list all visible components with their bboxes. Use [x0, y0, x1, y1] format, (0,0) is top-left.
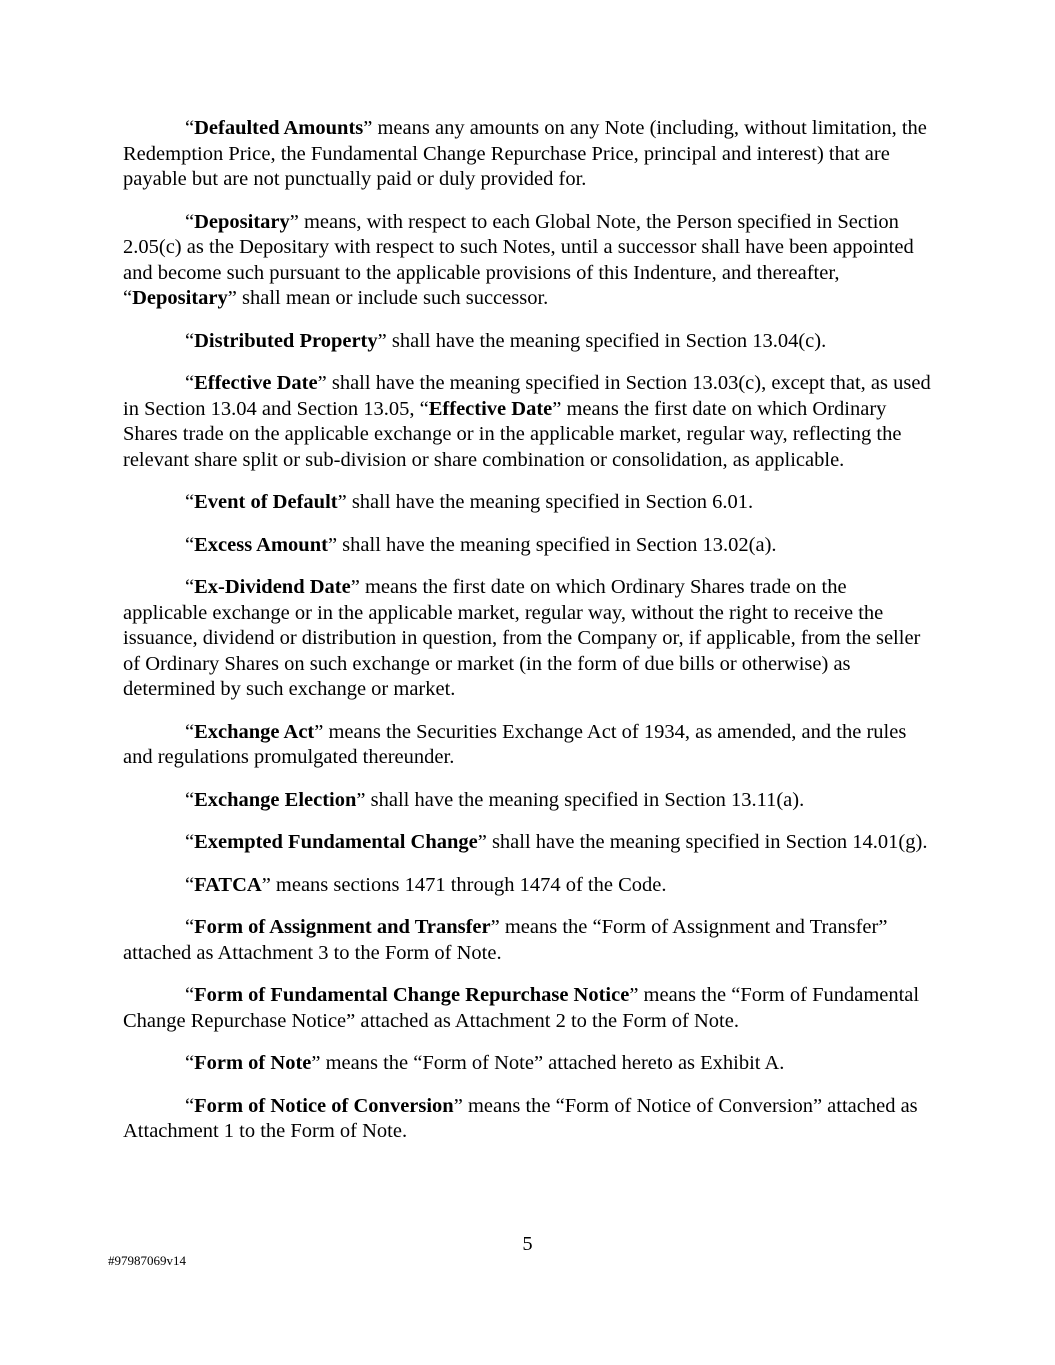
- document-body: [123, 116, 931, 1162]
- paragraph-text: “: [185, 984, 195, 1006]
- defined-term: FATCA: [194, 873, 262, 896]
- paragraph: [123, 533, 931, 559]
- paragraph-text: ” means the first date on which Ordinary Shares trade on the applicable exchange or in the applicable market, regular way, reflecting the relevant share split or sub-division or share combination or consolidation, as applicable.: [123, 397, 902, 471]
- document-id: #97987069v14: [108, 1253, 186, 1268]
- paragraph-text: “: [185, 720, 195, 743]
- paragraph-text: ” means the Securities Exchange Act of 1934, as amended, and the rules and regulations promulgated thereunder.: [123, 720, 907, 768]
- paragraph-text: “: [185, 576, 195, 598]
- paragraph: [123, 915, 931, 966]
- defined-term: Effective Date: [428, 397, 553, 420]
- paragraph-text: “: [185, 533, 195, 556]
- paragraph: [123, 490, 931, 516]
- paragraph: [123, 873, 931, 899]
- defined-term: Depositary: [194, 210, 290, 233]
- paragraph: [123, 329, 931, 355]
- paragraph-text: “: [185, 1094, 195, 1117]
- paragraph-text: “: [185, 916, 195, 938]
- paragraph-text: ” shall have the meaning specified in Section 6.01.: [337, 491, 754, 513]
- defined-term: Event of Default: [194, 491, 338, 513]
- paragraph: [123, 575, 931, 703]
- paragraph: [123, 210, 931, 312]
- paragraph: [123, 371, 931, 473]
- defined-term: Ex-Dividend Date: [194, 576, 351, 598]
- paragraph: [123, 983, 931, 1034]
- defined-term: Exchange Election: [194, 788, 357, 811]
- paragraph-text: ” shall have the meaning specified in Section 13.11(a).: [356, 788, 805, 811]
- defined-term: Distributed Property: [194, 329, 378, 352]
- defined-term: Form of Assignment and Transfer: [194, 916, 491, 938]
- paragraph-text: “: [185, 372, 195, 394]
- defined-term: Form of Fundamental Change Repurchase Notice: [194, 984, 630, 1006]
- paragraph-text: ” means the “Form of Notice of Conversion” attached as Attachment 1 to the Form of Note.: [123, 1094, 918, 1142]
- paragraph-text: ” means the “Form of Fundamental Change Repurchase Notice” attached as Attachment 2 to the Form of Note.: [123, 984, 920, 1032]
- paragraph-text: ” shall mean or include such successor.: [227, 287, 549, 309]
- paragraph-text: “: [185, 491, 195, 513]
- paragraph-text: “: [185, 329, 195, 352]
- defined-term: Effective Date: [194, 372, 318, 394]
- paragraph-text: ” means the first date on which Ordinary Shares trade on the applicable exchange or in the applicable market, regular way, without the right to receive the issuance, dividend or distribution in question, from the Company or, if applicable, from the seller of Ordinary Shares on such exchange or market (in the form of due bills or otherwise) as determined by such exchange or market.: [123, 576, 921, 700]
- paragraph-text: “: [185, 873, 195, 896]
- paragraph-text: ” shall have the meaning specified in Section 13.04(c).: [377, 329, 827, 352]
- paragraph-text: “: [185, 788, 195, 811]
- paragraph-text: “: [185, 117, 195, 139]
- defined-term: Excess Amount: [194, 533, 328, 556]
- paragraph-text: ” means, with respect to each Global Note, the Person specified in Section 2.05(c) as the Depositary with respect to such Notes, until a successor shall have been appointed and become such pursuant to the applicable provisions of this Indenture, and thereafter, “: [123, 210, 914, 309]
- paragraph: [123, 116, 931, 193]
- paragraph-text: ” shall have the meaning specified in Section 13.02(a).: [327, 533, 777, 556]
- paragraph: [123, 788, 931, 814]
- paragraph-text: ” means the “Form of Note” attached hereto as Exhibit A.: [311, 1052, 785, 1074]
- defined-term: Form of Note: [194, 1052, 312, 1074]
- paragraph-text: ” shall have the meaning specified in Section 14.01(g).: [477, 831, 928, 853]
- paragraph-text: ” shall have the meaning specified in Section 13.03(c), except that, as used in Section 13.04 and Section 13.05, “: [123, 372, 931, 420]
- page-number: 5: [522, 1233, 533, 1255]
- defined-term: Depositary: [132, 287, 228, 309]
- defined-term: Exempted Fundamental Change: [194, 831, 478, 853]
- paragraph: [123, 830, 931, 856]
- paragraph: [123, 1094, 931, 1145]
- paragraph: [123, 720, 931, 771]
- defined-term: Exchange Act: [194, 720, 315, 743]
- paragraph-text: ” means sections 1471 through 1474 of the Code.: [261, 873, 667, 896]
- paragraph-text: “: [185, 1052, 195, 1074]
- paragraph: [123, 1051, 931, 1077]
- paragraph-text: ” means the “Form of Assignment and Transfer” attached as Attachment 3 to the Form of Note.: [123, 916, 888, 964]
- paragraph-text: “: [185, 831, 195, 853]
- paragraph-text: “: [185, 210, 195, 233]
- paragraph-text: ” means any amounts on any Note (including, without limitation, the Redemption Price, the Fundamental Change Repurchase Price, principal and interest) that are payable but are not punctually paid or duly provided for.: [123, 117, 927, 190]
- defined-term: Form of Notice of Conversion: [194, 1094, 454, 1117]
- defined-term: Defaulted Amounts: [194, 117, 364, 139]
